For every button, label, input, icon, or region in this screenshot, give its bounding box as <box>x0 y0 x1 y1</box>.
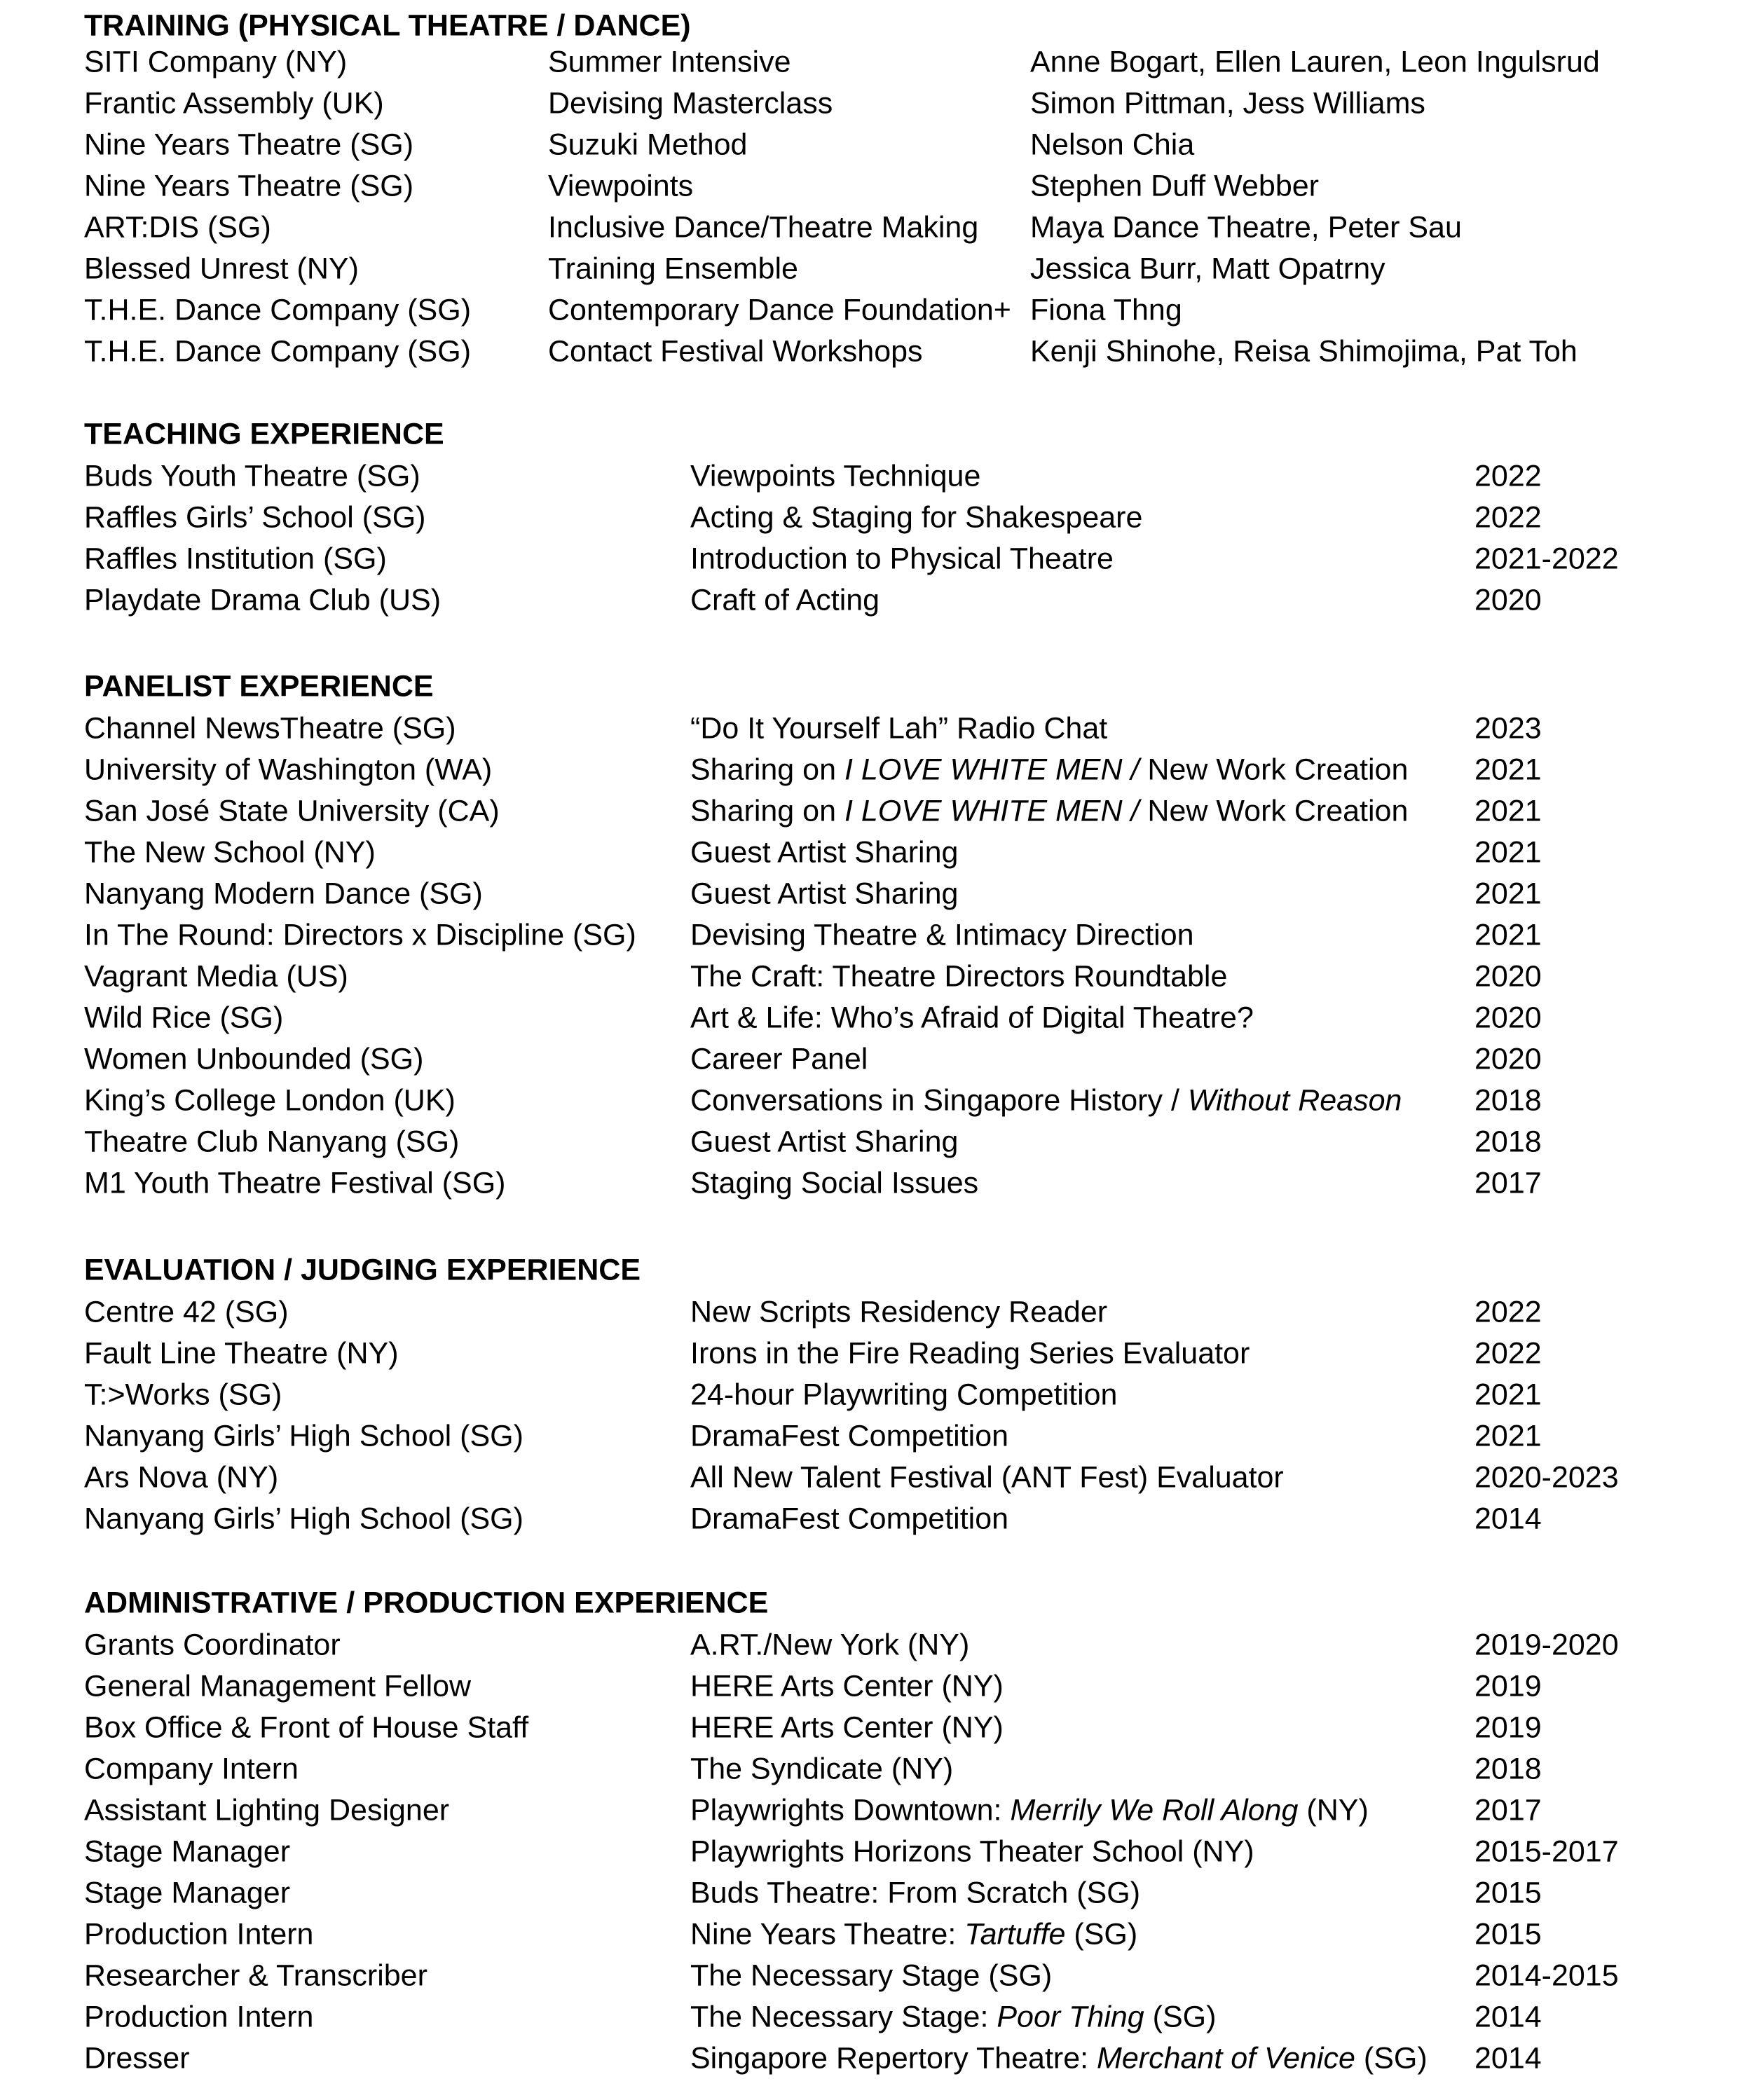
year: 2019-2020 <box>1474 1628 1619 1662</box>
teachers: Kenji Shinohe, Reisa Shimojima, Pat Toh <box>1030 334 1578 369</box>
year: 2021 <box>1474 1378 1542 1412</box>
org: Playdate Drama Club (US) <box>84 583 442 617</box>
detail-title: Without Reason <box>1187 1083 1402 1118</box>
course: Suzuki Method <box>548 128 748 162</box>
section-heading: TEACHING EXPERIENCE <box>84 417 444 451</box>
table-row <box>0 1502 1752 1560</box>
detail: DramaFest Competition <box>690 1419 1009 1453</box>
role: Researcher & Transcriber <box>84 1958 427 1993</box>
teachers: Stephen Duff Webber <box>1030 169 1319 203</box>
org: T.H.E. Dance Company (SG) <box>84 334 472 369</box>
org: In The Round: Directors x Discipline (SG) <box>84 918 636 952</box>
year: 2014 <box>1474 2041 1542 2075</box>
detail: Buds Theatre: From Scratch (SG) <box>690 1876 1141 1910</box>
year: 2022 <box>1474 500 1542 535</box>
year: 2019 <box>1474 1669 1542 1703</box>
detail-title: I LOVE WHITE MEN / <box>844 794 1140 828</box>
org: Raffles Institution (SG) <box>84 542 387 576</box>
detail-text: New Work Creation <box>1139 794 1409 828</box>
teachers: Simon Pittman, Jess Williams <box>1030 86 1425 121</box>
org: Wild Rice (SG) <box>84 1001 284 1035</box>
org: ART:DIS (SG) <box>84 210 271 245</box>
role: Stage Manager <box>84 1876 291 1910</box>
course: Viewpoints <box>548 169 694 203</box>
org: SITI Company (NY) <box>84 45 348 79</box>
detail-text: Nine Years Theatre: <box>690 1917 965 1951</box>
org: Ars Nova (NY) <box>84 1460 279 1495</box>
year: 2018 <box>1474 1125 1542 1159</box>
year: 2018 <box>1474 1752 1542 1786</box>
org: Nine Years Theatre (SG) <box>84 128 414 162</box>
year: 2021-2022 <box>1474 542 1619 576</box>
detail: The Necessary Stage (SG) <box>690 1958 1053 1993</box>
detail-text: The Necessary Stage: <box>690 2000 997 2034</box>
detail: HERE Arts Center (NY) <box>690 1669 1004 1703</box>
detail: Devising Theatre & Intimacy Direction <box>690 918 1194 952</box>
year: 2021 <box>1474 753 1542 787</box>
year: 2014 <box>1474 1502 1542 1536</box>
detail-title: Merrily We Roll Along <box>1010 1793 1299 1827</box>
detail-title: Poor Thing <box>997 2000 1144 2034</box>
org: Raffles Girls’ School (SG) <box>84 500 426 535</box>
year: 2020 <box>1474 583 1542 617</box>
org: Nine Years Theatre (SG) <box>84 169 414 203</box>
detail <box>690 794 1409 828</box>
org: Buds Youth Theatre (SG) <box>84 459 420 493</box>
year: 2015 <box>1474 1917 1542 1951</box>
section-heading: EVALUATION / JUDGING EXPERIENCE <box>84 1253 641 1287</box>
org: Channel NewsTheatre (SG) <box>84 711 456 746</box>
course: Contact Festival Workshops <box>548 334 923 369</box>
teachers: Maya Dance Theatre, Peter Sau <box>1030 210 1462 245</box>
table-row <box>0 1166 1752 1225</box>
course: Devising Masterclass <box>548 86 833 121</box>
org: Nanyang Girls’ High School (SG) <box>84 1502 523 1536</box>
year: 2017 <box>1474 1793 1542 1827</box>
role: Dresser <box>84 2041 190 2075</box>
year: 2021 <box>1474 1419 1542 1453</box>
section-heading: ADMINISTRATIVE / PRODUCTION EXPERIENCE <box>84 1586 769 1620</box>
teachers: Jessica Burr, Matt Opatrny <box>1030 252 1385 286</box>
detail-text: Playwrights Downtown: <box>690 1793 1011 1827</box>
detail: Guest Artist Sharing <box>690 877 959 911</box>
course: Contemporary Dance Foundation+ <box>548 293 1011 327</box>
detail-title: Merchant of Venice <box>1097 2041 1355 2075</box>
year: 2021 <box>1474 918 1542 952</box>
detail: New Scripts Residency Reader <box>690 1295 1108 1329</box>
detail <box>690 1083 1402 1118</box>
role: Production Intern <box>84 2000 314 2034</box>
detail: A.RT./New York (NY) <box>690 1628 970 1662</box>
detail: Guest Artist Sharing <box>690 1125 959 1159</box>
detail: HERE Arts Center (NY) <box>690 1710 1004 1745</box>
detail-title: I LOVE WHITE MEN / <box>844 753 1140 787</box>
year: 2022 <box>1474 1336 1542 1371</box>
teachers: Anne Bogart, Ellen Lauren, Leon Ingulsrud <box>1030 45 1600 79</box>
org: M1 Youth Theatre Festival (SG) <box>84 1166 506 1200</box>
detail: Art & Life: Who’s Afraid of Digital Theatre? <box>690 1001 1254 1035</box>
detail: The Craft: Theatre Directors Roundtable <box>690 959 1228 994</box>
org: The New School (NY) <box>84 835 376 870</box>
year: 2020 <box>1474 1042 1542 1076</box>
detail <box>690 755 1408 785</box>
year: 2021 <box>1474 877 1542 911</box>
year: 2014 <box>1474 2000 1542 2034</box>
year: 2023 <box>1474 711 1542 746</box>
year: 2017 <box>1474 1166 1542 1200</box>
detail <box>690 1917 1138 1951</box>
detail-text: (SG) <box>1144 2000 1217 2034</box>
detail: The Syndicate (NY) <box>690 1752 954 1786</box>
year: 2015-2017 <box>1474 1834 1619 1869</box>
detail: Craft of Acting <box>690 583 880 617</box>
course: Inclusive Dance/Theatre Making <box>548 210 979 245</box>
org: Nanyang Girls’ High School (SG) <box>84 1419 523 1453</box>
year: 2015 <box>1474 1876 1542 1910</box>
detail: Playwrights Horizons Theater School (NY) <box>690 1834 1254 1869</box>
org: T.H.E. Dance Company (SG) <box>84 293 472 327</box>
year: 2020-2023 <box>1474 1460 1619 1495</box>
role: Company Intern <box>84 1752 299 1786</box>
role: Stage Manager <box>84 1834 291 1869</box>
teachers: Nelson Chia <box>1030 128 1195 162</box>
detail: All New Talent Festival (ANT Fest) Evaluator <box>690 1460 1284 1495</box>
role: Box Office & Front of House Staff <box>84 1710 529 1745</box>
org: King’s College London (UK) <box>84 1083 456 1118</box>
org: University of Washington (WA) <box>84 753 493 787</box>
table-row <box>0 583 1752 642</box>
year: 2020 <box>1474 1001 1542 1035</box>
org: Frantic Assembly (UK) <box>84 86 384 121</box>
org: Women Unbounded (SG) <box>84 1042 424 1076</box>
detail: DramaFest Competition <box>690 1502 1009 1536</box>
detail <box>690 2000 1217 2034</box>
course: Training Ensemble <box>548 252 798 286</box>
year: 2014-2015 <box>1474 1958 1619 1993</box>
year: 2018 <box>1474 1083 1542 1118</box>
detail <box>690 2041 1428 2075</box>
detail: Guest Artist Sharing <box>690 835 959 870</box>
role: Assistant Lighting Designer <box>84 1793 450 1827</box>
role: Production Intern <box>84 1917 314 1951</box>
org: Blessed Unrest (NY) <box>84 252 359 286</box>
table-row <box>0 2041 1752 2100</box>
org: T:>Works (SG) <box>84 1378 282 1412</box>
detail-text: (SG) <box>1065 1917 1138 1951</box>
section-heading: TRAINING (PHYSICAL THEATRE / DANCE) <box>84 8 691 43</box>
org: Fault Line Theatre (NY) <box>84 1336 399 1371</box>
detail-text: Singapore Repertory Theatre: <box>690 2041 1097 2075</box>
detail: Introduction to Physical Theatre <box>690 542 1114 576</box>
detail: Staging Social Issues <box>690 1166 979 1200</box>
section-heading: PANELIST EXPERIENCE <box>84 669 434 704</box>
detail-text: Conversations in Singapore History / <box>690 1083 1188 1118</box>
org: Vagrant Media (US) <box>84 959 348 994</box>
course: Summer Intensive <box>548 45 791 79</box>
year: 2022 <box>1474 1295 1542 1329</box>
year: 2021 <box>1474 794 1542 828</box>
detail: Acting & Staging for Shakespeare <box>690 500 1143 535</box>
org: San José State University (CA) <box>84 794 500 828</box>
detail <box>690 1793 1369 1827</box>
year: 2021 <box>1474 835 1542 870</box>
year: 2019 <box>1474 1710 1542 1745</box>
detail-title: Tartuffe <box>964 1917 1066 1951</box>
teachers: Fiona Thng <box>1030 293 1182 327</box>
detail: 24-hour Playwriting Competition <box>690 1378 1118 1412</box>
detail-text: (SG) <box>1355 2041 1428 2075</box>
org: Nanyang Modern Dance (SG) <box>84 877 483 911</box>
detail: “Do It Yourself Lah” Radio Chat <box>690 711 1108 746</box>
detail-text: (NY) <box>1298 1793 1369 1827</box>
detail: Irons in the Fire Reading Series Evaluator <box>690 1336 1250 1371</box>
org: Theatre Club Nanyang (SG) <box>84 1125 460 1159</box>
role: Grants Coordinator <box>84 1628 341 1662</box>
detail: Career Panel <box>690 1042 868 1076</box>
role: General Management Fellow <box>84 1669 472 1703</box>
table-row <box>0 334 1752 393</box>
detail-text: Sharing on <box>690 794 844 828</box>
detail: Viewpoints Technique <box>690 459 981 493</box>
year: 2022 <box>1474 459 1542 493</box>
org: Centre 42 (SG) <box>84 1295 289 1329</box>
detail-text: New Work Creation <box>1139 753 1409 787</box>
year: 2020 <box>1474 959 1542 994</box>
detail-text: Sharing on <box>690 753 844 787</box>
